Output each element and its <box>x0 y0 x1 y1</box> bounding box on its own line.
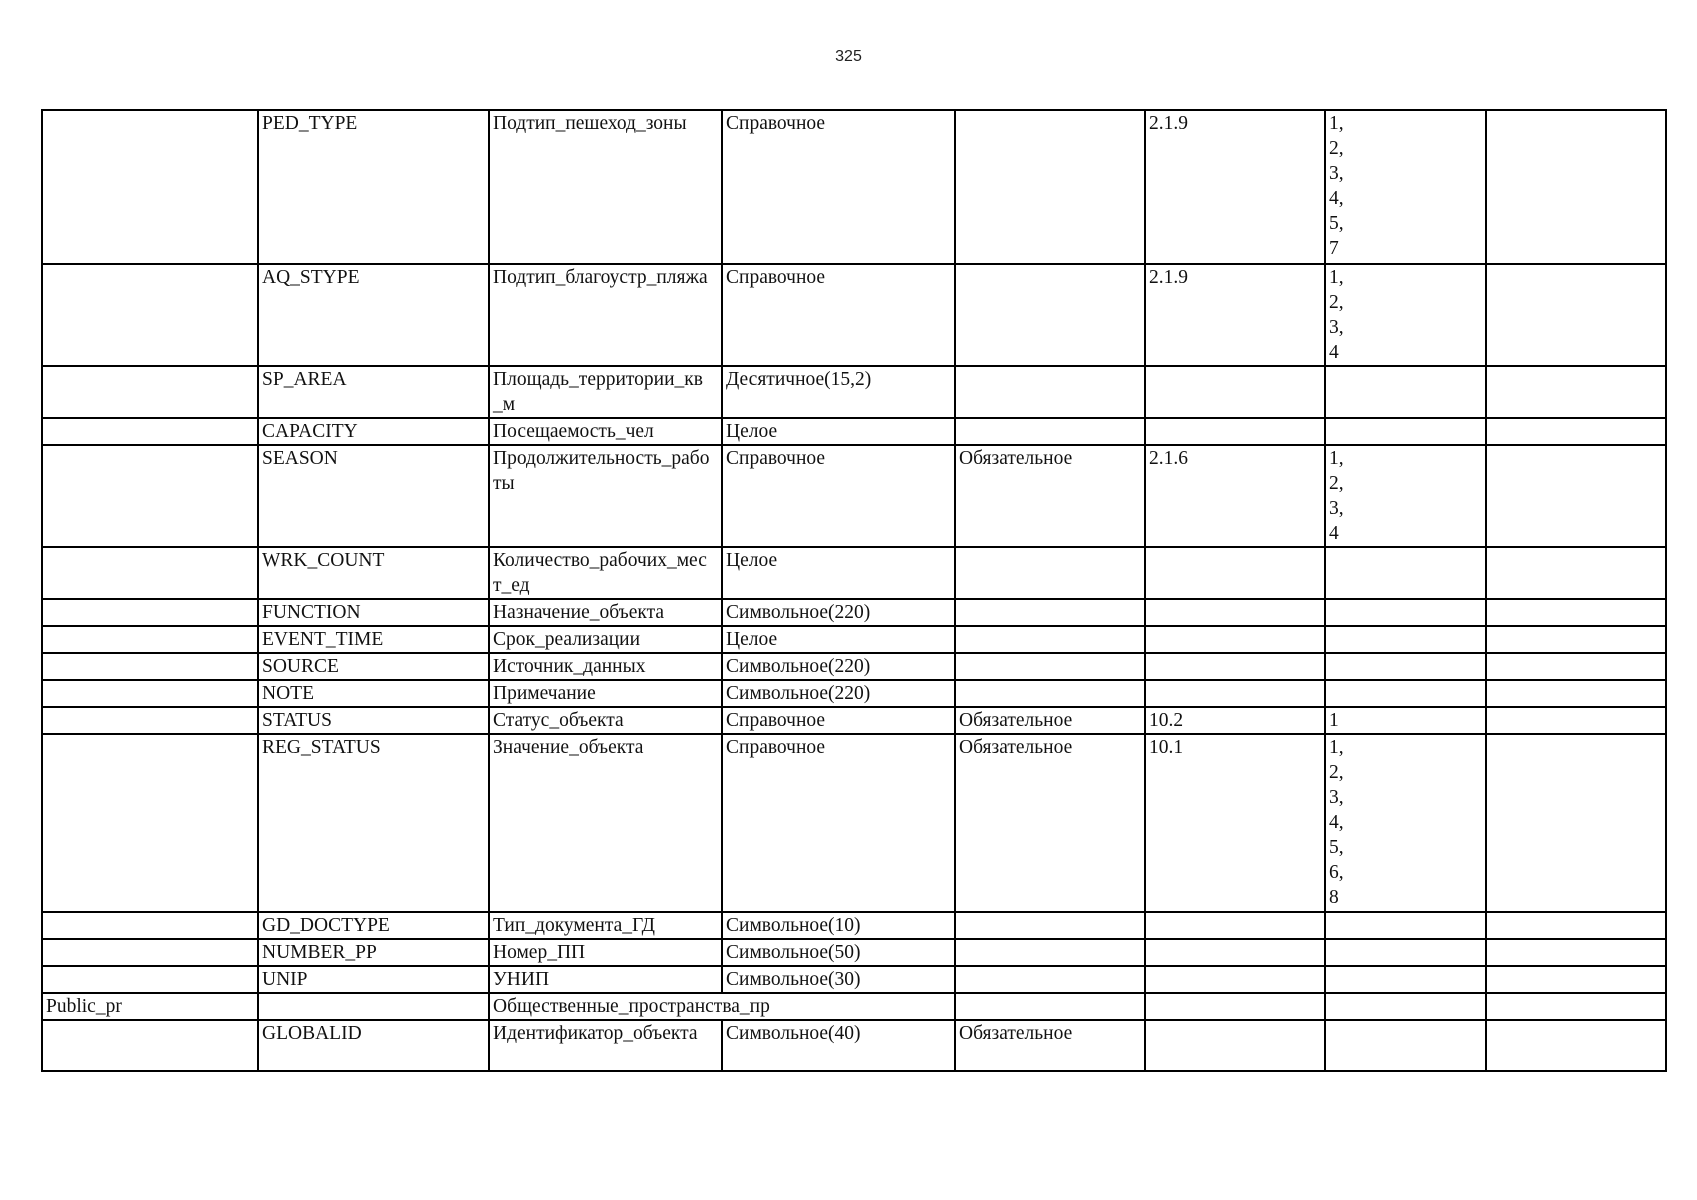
values-cell <box>1325 366 1486 418</box>
reference-cell: 10.2 <box>1145 707 1325 734</box>
values-cell <box>1325 626 1486 653</box>
type-cell: Справочное <box>722 734 955 912</box>
note-cell <box>1486 1020 1666 1071</box>
required-cell <box>955 966 1145 993</box>
values-cell: 1, 2, 3, 4, 5, 7 <box>1325 110 1486 264</box>
table-row-public-pr <box>42 993 1666 1020</box>
required-cell <box>955 912 1145 939</box>
table-row <box>42 939 1666 966</box>
layer-cell <box>42 599 258 626</box>
type-cell: Символьное(220) <box>722 680 955 707</box>
reference-cell <box>1145 912 1325 939</box>
page-number: 325 <box>835 48 862 65</box>
alias-cell: Назначение_объекта <box>489 599 722 626</box>
field-name-cell: NOTE <box>258 680 489 707</box>
values-cell: 1, 2, 3, 4 <box>1325 264 1486 366</box>
required-cell: Обязательное <box>955 734 1145 912</box>
note-cell <box>1486 707 1666 734</box>
field-name-cell: WRK_COUNT <box>258 547 489 599</box>
field-name-cell <box>258 993 489 1020</box>
layer-cell <box>42 966 258 993</box>
table-row <box>42 626 1666 653</box>
table-row <box>42 547 1666 599</box>
field-name-cell: STATUS <box>258 707 489 734</box>
reference-cell <box>1145 366 1325 418</box>
reference-cell <box>1145 418 1325 445</box>
values-cell <box>1325 993 1486 1020</box>
table-row <box>42 966 1666 993</box>
reference-cell <box>1145 939 1325 966</box>
type-cell: Справочное <box>722 445 955 547</box>
field-name-cell: NUMBER_PP <box>258 939 489 966</box>
values-cell: 1, 2, 3, 4, 5, 6, 8 <box>1325 734 1486 912</box>
layer-cell <box>42 653 258 680</box>
alias-cell: Примечание <box>489 680 722 707</box>
field-name-cell: AQ_STYPE <box>258 264 489 366</box>
alias-cell: Тип_документа_ГД <box>489 912 722 939</box>
reference-cell: 2.1.9 <box>1145 110 1325 264</box>
values-cell <box>1325 599 1486 626</box>
table-row <box>42 418 1666 445</box>
note-cell <box>1486 599 1666 626</box>
layer-cell <box>42 912 258 939</box>
required-cell: Обязательное <box>955 1020 1145 1071</box>
values-cell: 1, 2, 3, 4 <box>1325 445 1486 547</box>
table-row <box>42 264 1666 366</box>
alias-cell: Номер_ПП <box>489 939 722 966</box>
required-cell <box>955 993 1145 1020</box>
type-cell: Целое <box>722 547 955 599</box>
alias-cell: Статус_объекта <box>489 707 722 734</box>
type-cell: Целое <box>722 626 955 653</box>
alias-cell: Продолжительность_рабо ты <box>489 445 722 547</box>
table-row <box>42 110 1666 264</box>
required-cell <box>955 547 1145 599</box>
field-name-cell: PED_TYPE <box>258 110 489 264</box>
note-cell <box>1486 734 1666 912</box>
required-cell <box>955 366 1145 418</box>
table-row <box>42 680 1666 707</box>
alias-cell: Значение_объекта <box>489 734 722 912</box>
field-name-cell: GLOBALID <box>258 1020 489 1071</box>
reference-cell <box>1145 680 1325 707</box>
reference-cell <box>1145 966 1325 993</box>
type-cell: Символьное(10) <box>722 912 955 939</box>
reference-cell <box>1145 993 1325 1020</box>
alias-cell: Источник_данных <box>489 653 722 680</box>
field-name-cell: FUNCTION <box>258 599 489 626</box>
table-row <box>42 912 1666 939</box>
type-cell: Справочное <box>722 264 955 366</box>
values-cell: 1 <box>1325 707 1486 734</box>
layer-cell <box>42 707 258 734</box>
alias-cell: Подтип_благоустр_пляжа <box>489 264 722 366</box>
reference-cell: 2.1.6 <box>1145 445 1325 547</box>
table-row <box>42 1020 1666 1071</box>
alias-cell: Посещаемость_чел <box>489 418 722 445</box>
layer-cell <box>42 1020 258 1071</box>
field-name-cell: SP_AREA <box>258 366 489 418</box>
layer-cell <box>42 680 258 707</box>
required-cell <box>955 939 1145 966</box>
layer-cell <box>42 264 258 366</box>
type-cell: Символьное(40) <box>722 1020 955 1071</box>
note-cell <box>1486 366 1666 418</box>
layer-cell <box>42 547 258 599</box>
type-cell: Справочное <box>722 707 955 734</box>
table-row <box>42 734 1666 912</box>
required-cell <box>955 599 1145 626</box>
type-cell: Справочное <box>722 110 955 264</box>
required-cell <box>955 626 1145 653</box>
note-cell <box>1486 966 1666 993</box>
required-cell <box>955 264 1145 366</box>
values-cell <box>1325 939 1486 966</box>
table-row <box>42 445 1666 547</box>
values-cell <box>1325 966 1486 993</box>
type-cell: Символьное(50) <box>722 939 955 966</box>
layer-cell <box>42 110 258 264</box>
field-name-cell: CAPACITY <box>258 418 489 445</box>
field-name-cell: EVENT_TIME <box>258 626 489 653</box>
values-cell <box>1325 912 1486 939</box>
note-cell <box>1486 680 1666 707</box>
alias-cell: Идентификатор_объекта <box>489 1020 722 1071</box>
table-row <box>42 653 1666 680</box>
attribute-table <box>41 109 1667 1072</box>
note-cell <box>1486 418 1666 445</box>
note-cell <box>1486 993 1666 1020</box>
note-cell <box>1486 110 1666 264</box>
alias-cell: УНИП <box>489 966 722 993</box>
alias-cell: Площадь_территории_кв _м <box>489 366 722 418</box>
reference-cell <box>1145 599 1325 626</box>
type-cell: Символьное(220) <box>722 653 955 680</box>
note-cell <box>1486 912 1666 939</box>
layer-cell <box>42 626 258 653</box>
layer-cell <box>42 418 258 445</box>
field-name-cell: SOURCE <box>258 653 489 680</box>
layer-cell <box>42 734 258 912</box>
values-cell <box>1325 547 1486 599</box>
type-cell: Целое <box>722 418 955 445</box>
reference-cell: 2.1.9 <box>1145 264 1325 366</box>
table-row <box>42 707 1666 734</box>
required-cell <box>955 418 1145 445</box>
note-cell <box>1486 626 1666 653</box>
layer-cell <box>42 445 258 547</box>
type-cell: Символьное(220) <box>722 599 955 626</box>
values-cell <box>1325 1020 1486 1071</box>
values-cell <box>1325 653 1486 680</box>
alias-cell: Общественные_пространства_пр <box>489 993 955 1020</box>
required-cell: Обязательное <box>955 445 1145 547</box>
values-cell <box>1325 418 1486 445</box>
required-cell <box>955 680 1145 707</box>
note-cell <box>1486 445 1666 547</box>
table-row <box>42 366 1666 418</box>
required-cell <box>955 110 1145 264</box>
reference-cell <box>1145 1020 1325 1071</box>
type-cell: Десятичное(15,2) <box>722 366 955 418</box>
layer-cell <box>42 366 258 418</box>
table-row <box>42 599 1666 626</box>
values-cell <box>1325 680 1486 707</box>
note-cell <box>1486 547 1666 599</box>
reference-cell <box>1145 547 1325 599</box>
note-cell <box>1486 939 1666 966</box>
field-name-cell: REG_STATUS <box>258 734 489 912</box>
required-cell <box>955 653 1145 680</box>
type-cell: Символьное(30) <box>722 966 955 993</box>
layer-cell: Public_pr <box>42 993 258 1020</box>
alias-cell: Срок_реализации <box>489 626 722 653</box>
field-name-cell: GD_DOCTYPE <box>258 912 489 939</box>
note-cell <box>1486 653 1666 680</box>
alias-cell: Количество_рабочих_мес т_ед <box>489 547 722 599</box>
layer-cell <box>42 939 258 966</box>
reference-cell: 10.1 <box>1145 734 1325 912</box>
required-cell: Обязательное <box>955 707 1145 734</box>
alias-cell: Подтип_пешеход_зоны <box>489 110 722 264</box>
field-name-cell: UNIP <box>258 966 489 993</box>
reference-cell <box>1145 653 1325 680</box>
field-name-cell: SEASON <box>258 445 489 547</box>
reference-cell <box>1145 626 1325 653</box>
note-cell <box>1486 264 1666 366</box>
